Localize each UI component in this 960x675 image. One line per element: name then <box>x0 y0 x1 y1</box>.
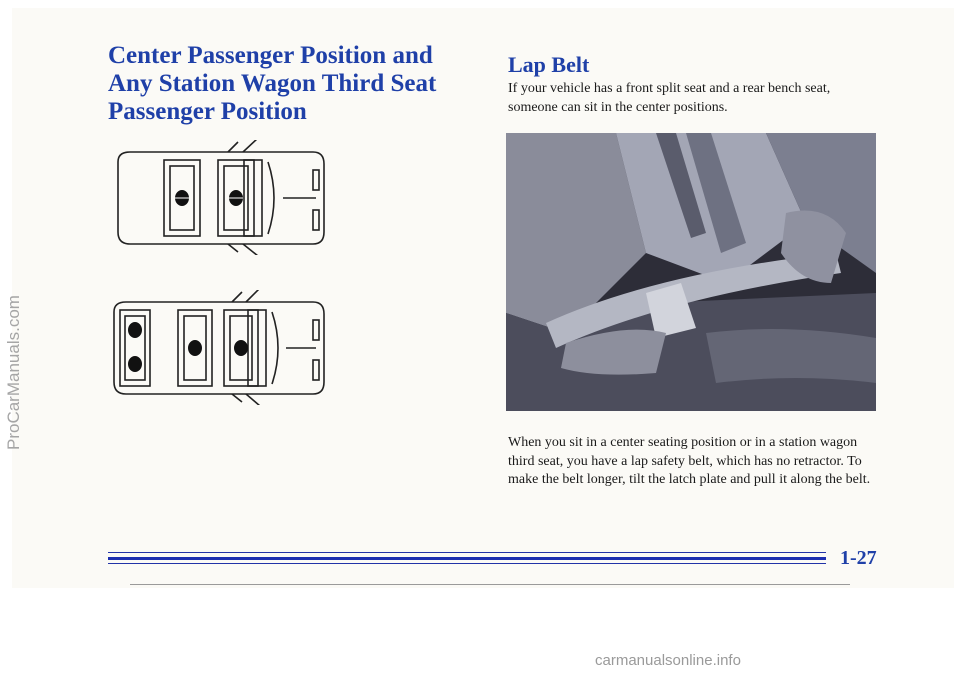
seating-diagram-sedan <box>108 140 338 255</box>
seat-marker-rear-center <box>188 340 202 356</box>
divider-thick <box>108 557 826 560</box>
seat-marker-front-center <box>234 340 248 356</box>
page-number: 1-27 <box>840 547 877 569</box>
intro-paragraph: If your vehicle has a front split seat and a rear bench seat, someone can sit in the center positions. <box>508 81 831 115</box>
body-paragraph: When you sit in a center seating position or in a station wagon third seat, you have a lap safety belt, which has no retractor. To make the belt longer, tilt the latch plate and pull it along the belt. <box>508 435 871 487</box>
bottom-watermark: carmanualsonline.info <box>595 652 741 669</box>
seating-diagram-wagon <box>108 290 338 405</box>
seat-marker-third-upper <box>128 322 142 338</box>
section-heading-lap-belt: Lap Belt <box>508 52 590 77</box>
side-watermark: ProCarManuals.com <box>4 295 23 450</box>
divider-thin-bottom <box>108 563 826 564</box>
section-heading-center-passenger: Center Passenger Position and Any Station Wagon Third Seat Passenger Position <box>108 42 437 125</box>
divider-thin-top <box>108 552 826 553</box>
lap-belt-illustration <box>506 133 876 411</box>
footer-line <box>130 584 850 585</box>
seat-marker-third-lower <box>128 356 142 372</box>
